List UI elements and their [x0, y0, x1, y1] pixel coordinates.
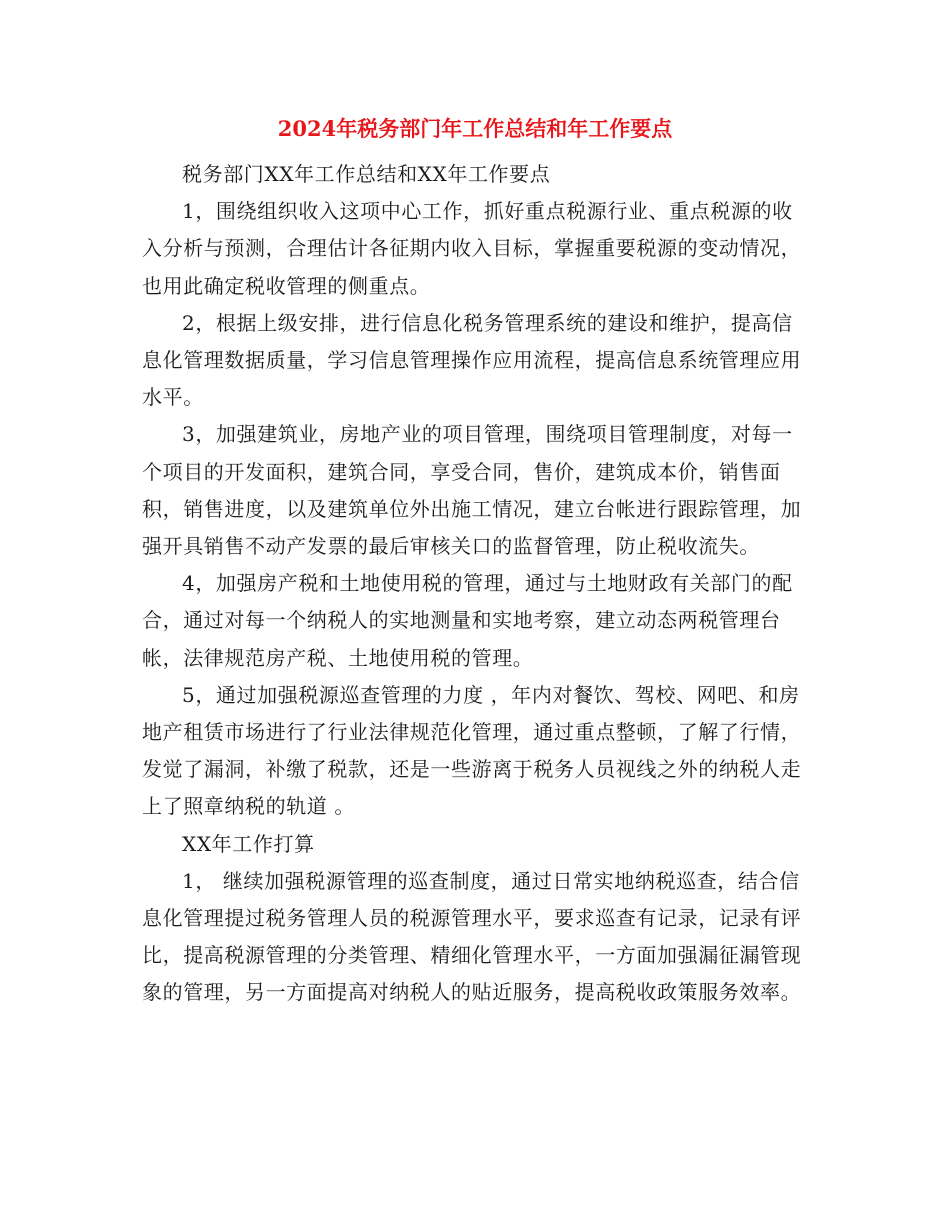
document-title: 2024年税务部门年工作总结和年工作要点: [277, 116, 673, 141]
paragraph-item-3: 3，加强建筑业，房地产业的项目管理，围绕项目管理制度，对每一个项目的开发面积，建筑合同，享受合同，售价，建筑成本价，销售面积，销售进度，以及建筑单位外出施工情况，建立台帐进行跟踪管理，加强开具销售不动产发票的最后审核关口的监督管理，防止税收流失。: [142, 422, 802, 559]
paragraph-section-heading: XX年工作打算: [182, 831, 315, 856]
paragraph-subtitle: 税务部门XX年工作总结和XX年工作要点: [182, 162, 551, 186]
paragraph-item-5: 5，通过加强税源巡查管理的力度 ，年内对餐饮、驾校、网吧、和房地产租赁市场进行了行业法律规范化管理，通过重点整顿，了解了行情，发觉了漏洞，补缴了税款，还是一些游离于税务人员视线之外的纳税人走上了照章纳税的轨道 。: [142, 682, 802, 819]
paragraph-item-2: 2，根据上级安排，进行信息化税务管理系统的建设和维护，提高信息化管理数据质量，学习信息管理操作应用流程，提高信息系统管理应用水平。: [142, 310, 802, 410]
paragraph-item-1: 1，围绕组织收入这项中心工作，抓好重点税源行业、重点税源的收入分析与预测，合理估计各征期内收入目标，掌握重要税源的变动情况，也用此确定税收管理的侧重点。: [142, 199, 802, 298]
paragraph-plan-item-1: 1， 继续加强税源管理的巡查制度，通过日常实地纳税巡查，结合信息化管理提过税务管理人员的税源管理水平，要求巡查有记录，记录有评比，提高税源管理的分类管理、精细化管理水平，一方面加强漏征漏管现象的管理，另一方面提高对纳税人的贴近服务，提高税收政策服务效率。: [142, 868, 802, 1005]
document-body: [142, 156, 802, 1012]
paragraph-item-4: 4，加强房产税和土地使用税的管理，通过与土地财政有关部门的配合，通过对每一个纳税人的实地测量和实地考察，建立动态两税管理台帐，法律规范房产税、土地使用税的管理。: [142, 571, 793, 670]
